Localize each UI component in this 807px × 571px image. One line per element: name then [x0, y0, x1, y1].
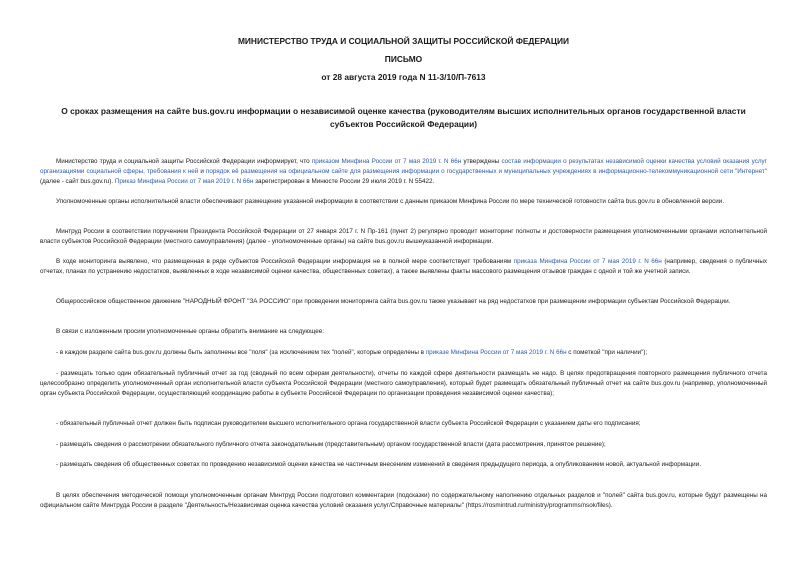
paragraph-text: Министерство труда и социальной защиты Российской Федерации информирует, что [56, 158, 312, 165]
link-placement-procedure[interactable]: порядок её размещения на официальном сайте для размещения информации о государственных и муниципальных учреждениях в информационно-телекоммуникационной сети "Интернет" [205, 167, 767, 175]
document-date-number: от 28 августа 2019 года N 11-3/10/П-7613 [321, 72, 486, 82]
paragraph-12: В целях обеспечения методической помощи уполномоченным органам Минтруд России подготовил комментарии (подсказки) по содержательному наполнению отдельных разделов и "полей" сайта bus.gov.ru, которые будут размещены на официальном сайте Минтруда России в разделе "Деятельность/Независимая оценка качества условий оказания услуг/Справочные материалы" (https://rosmintrud.ru/ministry/programms/nsok/files). [40, 492, 767, 509]
paragraph-6: В связи с изложенным просим уполномоченные органы обратить внимание на следующее: [56, 328, 325, 335]
paragraph-text: В ходе мониторинга выявлено, что размещенная в ряде субъектов Российской Федерации информация не в полной мере соответствует требованиям [56, 258, 514, 265]
paragraph-text: зарегистрирован в Минюсте России 29 июля 2019 г. N 55422. [253, 177, 435, 185]
link-info-composition[interactable]: состав информации о результатах независимой оценки качества условий оказания услуг организациями социальной сферы, требования к ней [40, 158, 767, 175]
paragraph-7 [40, 348, 767, 358]
paragraph-text: (например, сведения о публичных отчетах, планах по устранению недостатков, выявленных в ходе независимой оценки качества, общественных советах), а также выявлены факты массового размещения отзывов граждан с одной и той же учетной записи. [40, 258, 767, 275]
paragraph-text: - в каждом разделе сайта bus.gov.ru должны быть заполнены все "поля" (за исключением тех "полей", которые определены в [56, 349, 426, 356]
link-order-66n[interactable]: приказе Минфина России от 7 мая 2019 г. N 66н [425, 349, 567, 356]
ministry-heading: МИНИСТЕРСТВО ТРУДА И СОЦИАЛЬНОЙ ЗАЩИТЫ РОССИЙСКОЙ ФЕДЕРАЦИИ [237, 36, 570, 46]
paragraph-text: с пометкой "при наличии"); [566, 349, 648, 356]
paragraph-2: Уполномоченные органы исполнительной власти обеспечивают размещение указанной информации в соответствии с данным приказом Минфина России по мере технической готовности сайта bus.gov.ru в обновленной версии. [56, 198, 725, 205]
paragraph-5: Общероссийское общественное движение "НАРОДНЫЙ ФРОНТ "ЗА РОССИЮ" при проведении мониторинга сайта bus.gov.ru также указывает на ряд недостатков при размещении информации субъектам Российской Федерации. [56, 298, 731, 305]
paragraph-3: Минтруд России в соответствии поручением Президента Российской Федерации от 27 января 2017 г. N Пр-161 (пункт 2) регулярно проводит мониторинг полноты и достоверности размещения уполномоченными органами исполнительной власти субъектов Российской Федерации (местного самоуправления) (далее - уполномоченные органы) на сайте bus.gov.ru вышеуказанной информации. [40, 228, 767, 245]
link-order-66n-registration[interactable]: Приказ Минфина России от 7 мая 2019 г. N 66н [114, 177, 254, 185]
document-type-heading: ПИСЬМО [384, 54, 423, 64]
paragraph-text: (далее - сайт bus.gov.ru). [40, 177, 115, 185]
document-title: О сроках размещения на сайте bus.gov.ru информации о независимой оценке качества (руководителям высших исполнительных органов государственной власти субъектов Российской Федерации) [61, 106, 746, 129]
paragraph-8: - размещать только один обязательный публичный отчет за год (сводный по всем сферам деятельности), отчеты по каждой сфере деятельности размещать не надо. В целях предотвращения повторного размещения публичного отчета целесообразно определить уполномоченный орган исполнительной власти субъекта Российской Федерации (местного самоуправления), который будет размещать обязательный публичный отчет на сайте bus.gov.ru (например, уполномоченный орган субъекта Российской Федерации, осуществляющий координацию работы в субъекте Российской Федерации по организации проведения независимой оценки качества); [40, 370, 767, 397]
paragraph-text: утверждены [461, 158, 502, 165]
paragraph-4 [40, 257, 767, 277]
paragraph-11: - размещать сведения об общественных советах по проведению независимой оценки качества не частичным внесением изменений в сведения предыдущего периода, а опубликованием новой, актуальной информации. [56, 461, 701, 468]
paragraph-1 [40, 157, 767, 186]
paragraph-text: и [198, 167, 206, 175]
paragraph-9: - обязательный публичный отчет должен быть подписан руководителем высшего исполнительного органа государственной власти субъекта Российской Федерации с указанием даты его подписания; [56, 420, 641, 427]
paragraph-10: - размещать сведения о рассмотрении обязательного публичного отчета законодательным (представительным) органом государственной власти (дата рассмотрения, принятое решение); [56, 441, 606, 448]
link-order-66n[interactable]: приказом Минфина России от 7 мая 2019 г. N 66н [311, 158, 462, 165]
link-order-66n[interactable]: приказа Минфина России от 7 мая 2019 г. N 66н [513, 258, 662, 265]
